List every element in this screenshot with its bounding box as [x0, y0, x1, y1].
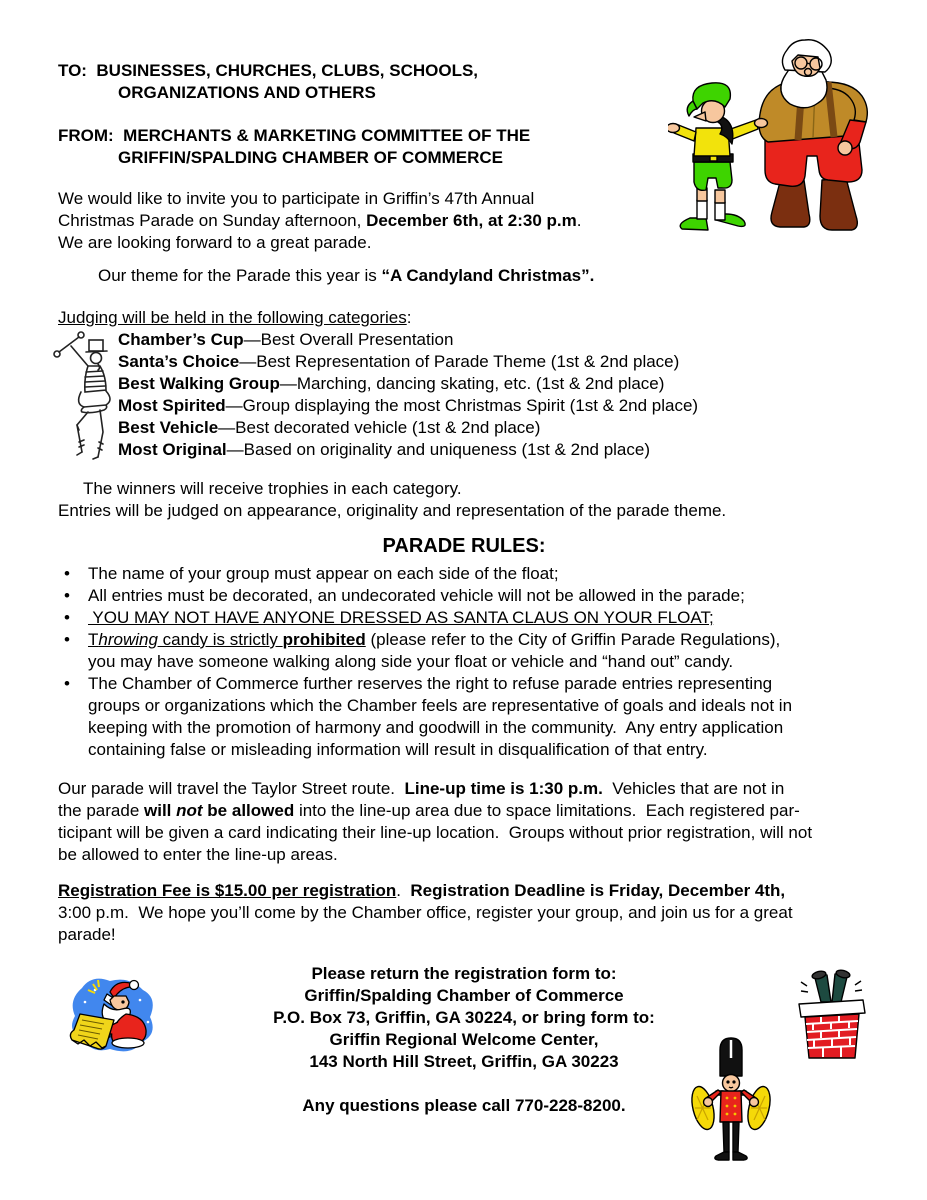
judging-heading: Judging will be held in the following categories: — [58, 308, 412, 327]
category-name: Santa’s Choice — [118, 352, 240, 371]
bullet-icon: • — [64, 674, 70, 693]
bullet-icon: • — [64, 630, 70, 649]
category-item — [118, 373, 870, 395]
intro-paragraph: We would like to invite you to participate in Griffin’s 47th Annual Christmas Parade on Sunday afternoon, December 6th, at 2:30 p.m. We are looking forward to a great parade. — [58, 189, 582, 252]
rule-text: The name of your group must appear on each side of the float; — [88, 564, 559, 583]
category-name: Chamber’s Cup — [118, 330, 244, 349]
santa-reading-list-icon — [60, 972, 164, 1060]
category-desc: —Group displaying the most Christmas Spirit (1st & 2nd place) — [225, 396, 699, 415]
chimney-icon — [793, 968, 871, 1060]
winners-line-2: Entries will be judged on appearance, originality and representation of the parade theme. — [58, 501, 727, 520]
to-line-2: ORGANIZATIONS AND OTHERS — [118, 83, 376, 102]
toy-soldier-clipart — [688, 1036, 774, 1166]
rule-item — [58, 607, 870, 629]
return-line: Griffin/Spalding Chamber of Commerce — [304, 986, 624, 1005]
category-item — [118, 351, 870, 373]
questions-line: Any questions please call 770-228-8200. — [302, 1096, 626, 1115]
rule-text: All entries must be decorated, an undecorated vehicle will not be allowed in the parade; — [88, 586, 745, 605]
rule-text: YOU MAY NOT HAVE ANYONE DRESSED AS SANTA CLAUS ON YOUR FLOAT; — [88, 608, 714, 627]
bullet-icon: • — [64, 586, 70, 605]
winners-line-1: The winners will receive trophies in each category. — [83, 479, 462, 498]
category-item — [118, 395, 870, 417]
bullet-icon: • — [64, 608, 70, 627]
category-item — [118, 417, 870, 439]
stilt-walker-clipart — [48, 330, 130, 460]
santa-and-elf-clipart — [668, 30, 878, 236]
return-line: 143 North Hill Street, Griffin, GA 30223 — [309, 1052, 619, 1071]
category-desc: —Best Representation of Parade Theme (1st & 2nd place) — [239, 352, 680, 371]
category-item — [118, 439, 870, 461]
category-item — [118, 329, 870, 351]
rule-item — [58, 563, 870, 585]
rule-text: Throwing candy is strictly prohibited (please refer to the City of Griffin Parade Regulations), you may have someone walking along side your float or vehicle and “hand out” candy. — [88, 630, 781, 671]
category-desc: —Best Overall Presentation — [243, 330, 454, 349]
rules-list — [58, 563, 870, 761]
registration-paragraph: Registration Fee is $15.00 per registration. Registration Deadline is Friday, December 4th, 3:00 p.m. We hope you’ll come by the Chamber office, register your group, and join us for a great parade! — [58, 881, 793, 944]
judging-section — [58, 307, 870, 461]
winners-paragraph — [58, 478, 870, 522]
category-name: Best Vehicle — [118, 418, 219, 437]
category-desc: —Based on originality and uniqueness (1st & 2nd place) — [226, 440, 650, 459]
return-line: Please return the registration form to: — [311, 964, 617, 983]
santa-and-elf-icon — [668, 30, 878, 236]
rule-item — [58, 629, 870, 673]
from-line-2: GRIFFIN/SPALDING CHAMBER OF COMMERCE — [118, 148, 504, 167]
toy-soldier-icon — [688, 1036, 774, 1166]
from-line-1: FROM: MERCHANTS & MARKETING COMMITTEE OF THE — [58, 126, 531, 145]
return-line: P.O. Box 73, Griffin, GA 30224, or bring form to: — [273, 1008, 655, 1027]
category-desc: —Marching, dancing skating, etc. (1st & 2nd place) — [279, 374, 665, 393]
return-line: Griffin Regional Welcome Center, — [329, 1030, 599, 1049]
rule-text: The Chamber of Commerce further reserves the right to refuse parade entries representing groups or organizations which the Chamber feels are representative of goals and ideals not in keeping with the promotion of harmony and goodwill in the community. Any entry application containing false or misleading information will result in disqualification of that entry. — [88, 674, 793, 759]
category-name: Most Original — [118, 440, 227, 459]
rule-item — [58, 673, 870, 761]
stilt-walker-icon — [48, 330, 130, 460]
theme-line — [58, 265, 870, 287]
theme-text: Our theme for the Parade this year is “A Candyland Christmas”. — [98, 266, 595, 285]
santa-reading-list-clipart — [60, 972, 164, 1060]
to-line-1: TO: BUSINESSES, CHURCHES, CLUBS, SCHOOLS, — [58, 61, 479, 80]
category-list — [58, 329, 870, 461]
parade-rules-heading: PARADE RULES: — [382, 535, 546, 557]
bullet-icon: • — [64, 564, 70, 583]
category-name: Best Walking Group — [118, 374, 280, 393]
lineup-paragraph: Our parade will travel the Taylor Street route. Line-up time is 1:30 p.m. Vehicles that are not in the parade will not be allowed into the line-up area due to space limitations. Each registered par- ticipant will be given a card indicating their line-up location. Groups without prior registration, will not be allowed to enter the line-up areas. — [58, 779, 813, 864]
santa-legs-in-chimney-clipart — [793, 968, 871, 1060]
rule-item — [58, 585, 870, 607]
category-desc: —Best decorated vehicle (1st & 2nd place) — [218, 418, 541, 437]
category-name: Most Spirited — [118, 396, 226, 415]
